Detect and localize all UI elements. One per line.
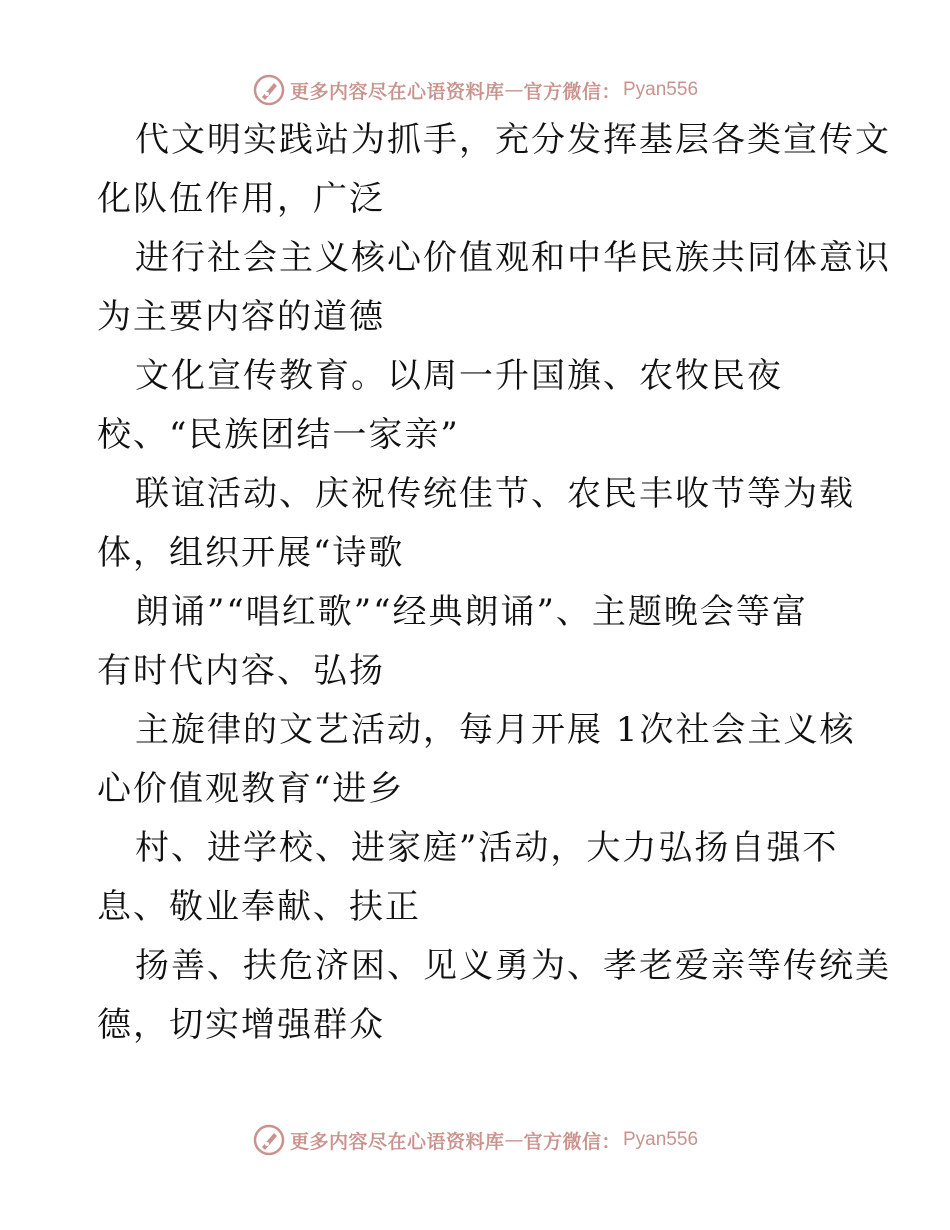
watermark-separator: — [504,1129,524,1151]
header-watermark [0,70,950,110]
watermark-brand-text: 更多内容尽在心语资料库 [289,1130,505,1153]
watermark-wechat-id: Pyan556 [623,1129,699,1150]
text-line: 主旋律的文艺活动，每月开展 1次社会主义核 [135,710,856,750]
text-line: 德，切实增强群众 [97,1005,385,1045]
text-line: 息、敬业奉献、扶正 [97,887,421,927]
text-line: 校、“民族团结一家亲” [97,415,460,455]
watermark-brand-text: 更多内容尽在心语资料库 [289,80,505,103]
text-line: 进行社会主义核心价值观和中华民族共同体意识 [135,238,891,278]
text-line: 代文明实践站为抓手，充分发挥基层各类宣传文 [135,120,891,160]
text-line: 有时代内容、弘扬 [97,651,385,691]
text-line: 为主要内容的道德 [97,297,385,337]
pen-nib-circle-icon [252,1123,286,1157]
pen-nib-circle-icon [252,73,286,107]
text-line: 化队伍作用，广泛 [97,179,385,219]
text-line: 朗诵”“唱红歌”“经典朗诵”、主题晚会等富 [135,592,808,632]
text-line: 村、进学校、进家庭”活动，大力弘扬自强不 [135,828,839,868]
document-body [97,120,891,1064]
watermark-wechat-id: Pyan556 [623,79,699,100]
footer-watermark [0,1120,950,1160]
text-line: 文化宣传教育。以周一升国旗、农牧民夜 [135,356,783,396]
text-line: 扬善、扶危济困、见义勇为、孝老爱亲等传统美 [135,946,891,986]
watermark-official-label: 官方微信： [523,1130,621,1153]
text-line: 心价值观教育“进乡 [97,769,405,809]
watermark-separator: — [504,79,524,101]
watermark-official-label: 官方微信： [523,80,621,103]
text-line: 体，组织开展“诗歌 [97,533,405,573]
text-line: 联谊活动、庆祝传统佳节、农民丰收节等为载 [135,474,855,514]
